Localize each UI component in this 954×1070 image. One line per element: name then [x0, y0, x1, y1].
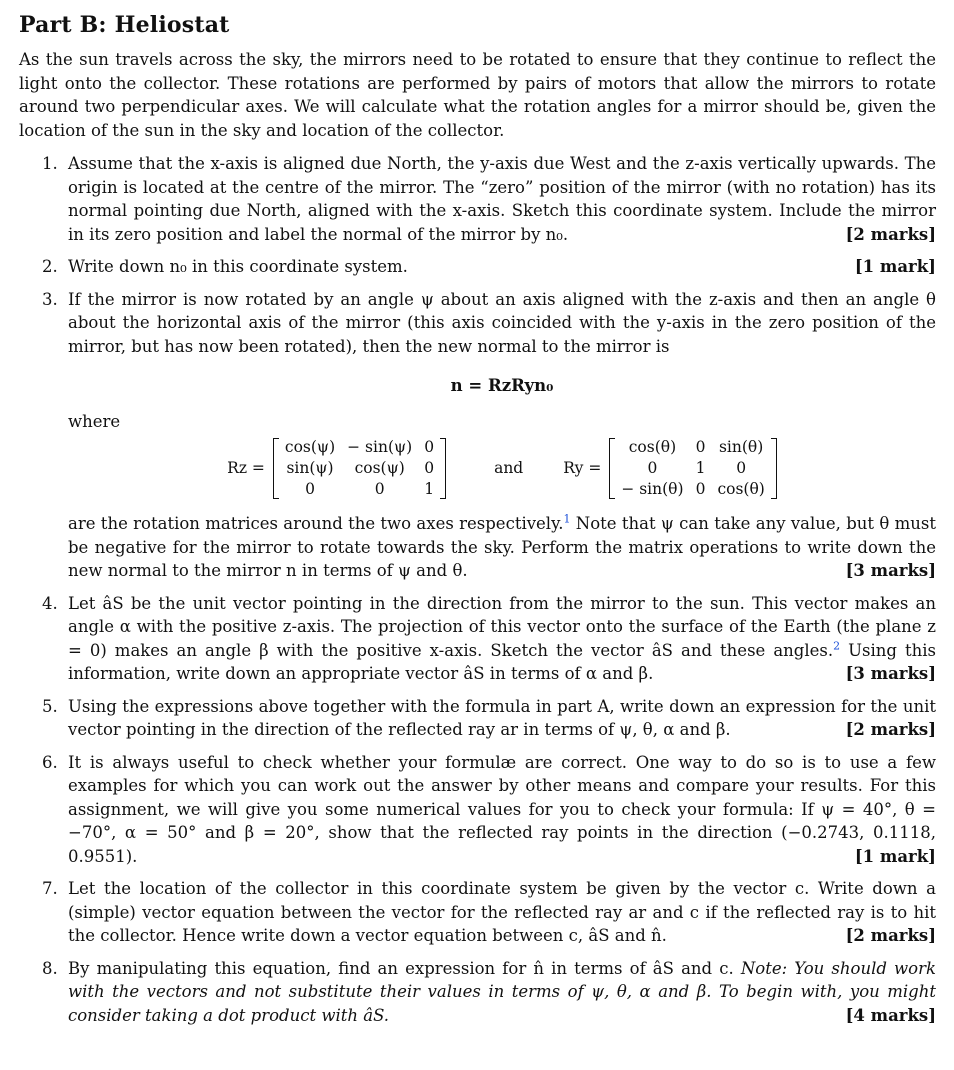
question-4	[19, 592, 936, 686]
ry-cell: 0	[695, 480, 706, 498]
question-text-continued-2: Note that ψ can take any value, but θ must be negative for the mirror to rotate towards the sky. Perform the matrix operations to write down the new normal to the mirror n in terms of ψ and θ.	[68, 514, 937, 580]
question-text: Let âS be the unit vector pointing in the direction from the mirror to the sun. This vector makes an angle α with the positive z-axis. The projection of this vector onto the surface of the Earth (the plane z = 0) makes an angle β with the positive x-axis. Sketch the vector âS and these angles.	[68, 593, 936, 660]
footnote-2-link[interactable]: 2	[833, 639, 841, 652]
question-number: 7.	[42, 879, 58, 898]
question-7	[19, 877, 936, 948]
question-text: It is always useful to check whether your formulæ are correct. One way to do so is to use a few examples for which you can work out the answer by other means and compare your results. For this assignment, we will give you some numerical values for you to check your formula: If ψ = 40°, θ = −70°, α = 50° and β = 20°, show that the reflected ray points in the direction (−0.2743, 0.1118, 0.9551).	[68, 752, 936, 866]
marks-label: [2 marks]	[845, 224, 936, 244]
ry-cell: 1	[695, 459, 706, 477]
question-6	[19, 751, 936, 869]
marks-label: [4 marks]	[845, 1005, 936, 1025]
question-number: 3.	[42, 289, 58, 309]
question-list	[19, 152, 936, 1027]
question-3	[19, 288, 936, 583]
question-text: By manipulating this equation, find an expression for n̂ in terms of âS and c.	[68, 958, 734, 978]
ry-cell: sin(θ)	[718, 438, 764, 456]
question-text: Assume that the x-axis is aligned due North, the y-axis due West and the z-axis vertically upwards. The origin is located at the centre of the mirror. The “zero” position of the mirror (with no rotation) has its normal pointing due North, aligned with the x-axis. Sketch this coordinate system. Include the mirror in its zero position and label the normal of the mirror by n₀.	[68, 154, 936, 244]
ry-cell: 0	[736, 459, 747, 477]
question-number: 1.	[42, 154, 58, 173]
rz-label: Rz =	[227, 458, 265, 477]
ry-cell: cos(θ)	[628, 438, 677, 456]
section-title: Part B: Heliostat	[19, 12, 230, 38]
ry-cell: cos(θ)	[717, 480, 765, 498]
question-text: Write down n₀ in this coordinate system.	[68, 257, 408, 276]
ry-cell: − sin(θ)	[621, 480, 684, 498]
question-number: 6.	[42, 752, 58, 772]
and-word: and	[494, 458, 524, 477]
rz-cell: 0	[424, 459, 435, 477]
where-label: where	[68, 411, 121, 431]
question-text: If the mirror is now rotated by an angle ψ about an axis aligned with the z-axis and then an angle θ about the horizontal axis of the mirror (this axis coincided with the y-axis in the zero position of the mirror, but has now been rotated), then the new normal to the mirror is	[68, 289, 936, 356]
question-text-continued: are the rotation matrices around the two axes respectively.	[68, 514, 564, 533]
rz-cell: cos(ψ)	[284, 438, 336, 456]
question-text-continued: Using this information, write down an appropriate vector âS in terms of α and β.	[68, 640, 936, 683]
question-number: 5.	[42, 696, 58, 716]
marks-label: [2 marks]	[845, 926, 936, 945]
ry-cell: 0	[695, 438, 706, 456]
question-2	[19, 255, 936, 279]
question-text: Using the expressions above together with the formula in part A, write down an expression for the unit vector pointing in the direction of the reflected ray ar in terms of ψ, θ, α and β.	[68, 696, 936, 739]
question-number: 2.	[42, 257, 58, 276]
intro-paragraph: As the sun travels across the sky, the mirrors need to be rotated to ensure that they continue to reflect the light onto the collector. These rotations are performed by pairs of motors that allow the mirrors to rotate around two perpendicular axes. We will calculate what the rotation angles for a mirror should be, given the location of the sun in the sky and location of the collector.	[19, 50, 936, 140]
normal-equation: n = RzRyn₀	[450, 376, 554, 395]
rz-matrix	[273, 437, 446, 500]
question-number: 4.	[42, 593, 58, 613]
question-5	[19, 695, 936, 742]
marks-label: [2 marks]	[845, 720, 936, 739]
rz-cell: 0	[424, 438, 435, 456]
question-number: 8.	[42, 958, 58, 978]
marks-label: [1 mark]	[854, 846, 936, 866]
marks-label: [1 mark]	[854, 257, 936, 276]
question-8	[19, 957, 936, 1028]
ry-label: Ry =	[563, 458, 602, 477]
rz-cell: − sin(ψ)	[347, 438, 413, 456]
rotation-matrices	[68, 437, 936, 500]
rz-cell: 0	[374, 480, 385, 498]
footnote-1-link[interactable]: 1	[563, 512, 571, 526]
ry-matrix	[609, 437, 777, 500]
rz-cell: sin(ψ)	[286, 459, 334, 477]
marks-label: [3 marks]	[845, 561, 936, 580]
question-1	[19, 152, 936, 246]
marks-label: [3 marks]	[845, 664, 936, 683]
rz-cell: 1	[424, 480, 435, 498]
rz-cell: 0	[305, 480, 315, 498]
question-note: Note: You should work with the vectors and not substitute their values in terms of ψ, θ, α and β. To begin with, you might consider taking a dot product with âS.	[68, 958, 936, 1025]
ry-cell: 0	[647, 459, 658, 477]
rz-cell: cos(ψ)	[354, 459, 405, 477]
question-text: Let the location of the collector in this coordinate system be given by the vector c. Write down a (simple) vector equation between the vector for the reflected ray ar and c if the reflected ray is to hit the collector. Hence write down a vector equation between c, âS and n̂.	[68, 879, 936, 945]
